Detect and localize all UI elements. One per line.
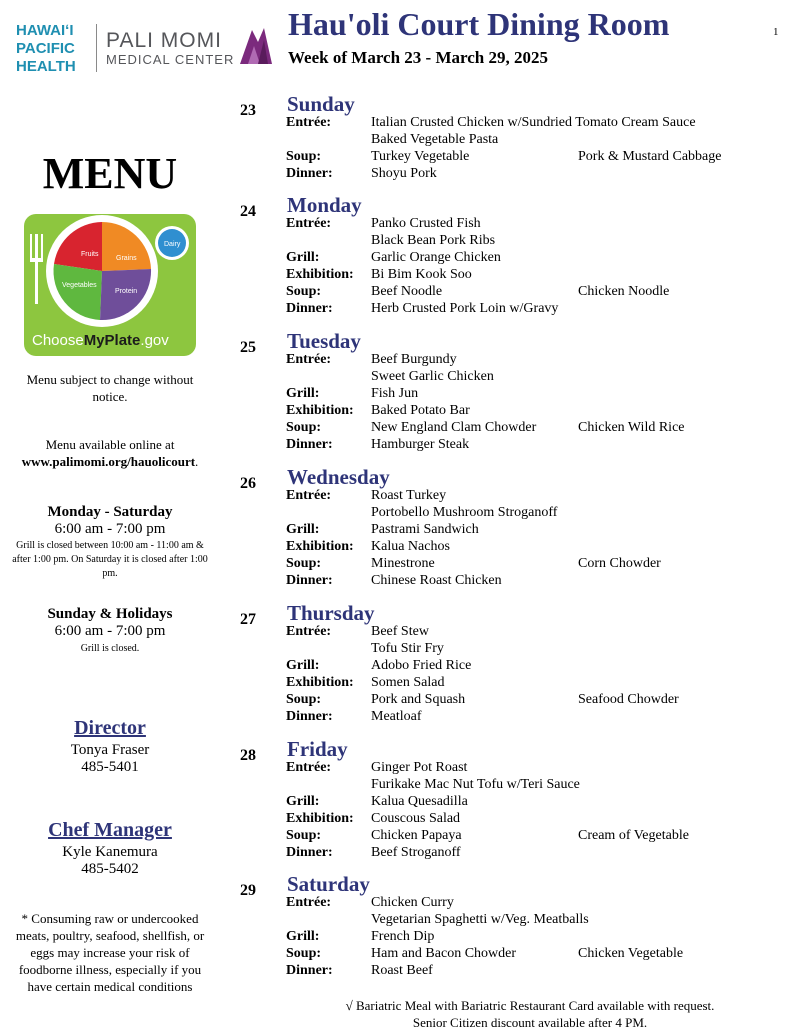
choosemyplate-text (32, 332, 169, 349)
menu-item-alt: Cream of Vegetable (578, 828, 689, 843)
meal-label: Dinner: (286, 437, 333, 452)
menu-item: Meatloaf (371, 709, 422, 724)
meal-label: Soup: (286, 556, 322, 571)
bariatric-note: √ Bariatric Meal with Bariatric Restaurant Card available with request. (345, 998, 715, 1013)
meal-label: Exhibition: (286, 811, 354, 826)
menu-item: Pork and Squash (371, 692, 466, 707)
chef-heading: Chef Manager (48, 819, 172, 841)
page-number: 1 (773, 26, 779, 38)
pali-momi-mark-icon (238, 24, 274, 66)
meal-label: Dinner: (286, 166, 333, 181)
menu-item: New England Clam Chowder (371, 420, 537, 435)
chef-name: Kyle Kanemura (62, 844, 158, 860)
meal-label: Entrée: (286, 488, 332, 503)
weekday-days: Monday - Saturday (47, 504, 173, 520)
meal-label: Entrée: (286, 216, 332, 231)
menu-item: Beef Stroganoff (371, 845, 461, 860)
sunday-days: Sunday & Holidays (47, 606, 173, 622)
day-name: Sunday (287, 92, 355, 116)
day-name: Saturday (287, 872, 370, 896)
meal-label: Exhibition: (286, 675, 354, 690)
logo-divider (96, 24, 97, 72)
meal-label: Entrée: (286, 624, 332, 639)
online-line: Menu available online at (45, 437, 175, 452)
meal-label: Dinner: (286, 301, 333, 316)
sunday-hours: 6:00 am - 7:00 pm (54, 623, 166, 639)
chef-phone: 485-5402 (81, 861, 139, 877)
online-url-period: . (195, 454, 199, 469)
menu-item-alt: Seafood Chowder (578, 692, 679, 707)
page-title: Hau'oli Court Dining Room (288, 6, 670, 42)
menu-item-alt: Corn Chowder (578, 556, 661, 571)
meal-label: Entrée: (286, 895, 332, 910)
meal-label: Entrée: (286, 760, 332, 775)
day-number: 26 (240, 475, 256, 492)
myplate-logo (24, 214, 196, 356)
director-heading: Director (74, 717, 146, 739)
day-name: Thursday (287, 601, 375, 625)
plate-protein-label: Protein (115, 288, 138, 295)
menu-item: Sweet Garlic Chicken (371, 369, 494, 384)
director-phone: 485-5401 (81, 759, 139, 775)
meal-label: Grill: (286, 386, 320, 401)
day-number: 24 (240, 203, 256, 220)
meal-label: Soup: (286, 284, 322, 299)
menu-item: Garlic Orange Chicken (371, 250, 501, 265)
meal-label: Grill: (286, 929, 320, 944)
meal-label: Grill: (286, 522, 320, 537)
online-url[interactable]: www.palimomi.org/hauolicourt (21, 454, 196, 469)
plate-vegetables-label: Vegetables (62, 282, 97, 289)
menu-item: Ham and Bacon Chowder (371, 946, 517, 961)
meal-label: Entrée: (286, 115, 332, 130)
menu-item: Beef Burgundy (371, 352, 457, 367)
day-number: 27 (240, 611, 256, 628)
menu-item: Hamburger Steak (371, 437, 470, 452)
menu-item: Italian Crusted Chicken w/Sundried Tomato Cream Sauce (371, 115, 696, 130)
menu-item: Shoyu Pork (371, 166, 437, 181)
logo-hph-line: PACIFIC (16, 40, 75, 57)
day-number: 25 (240, 339, 256, 356)
logo-hph-line: HAWAIʻI (16, 22, 74, 39)
day-number: 23 (240, 102, 256, 119)
day-number: 29 (240, 882, 256, 899)
menu-item: Furikake Mac Nut Tofu w/Teri Sauce (371, 777, 580, 792)
menu-item: Beef Stew (371, 624, 429, 639)
meal-label: Soup: (286, 692, 322, 707)
menu-item: Ginger Pot Roast (371, 760, 468, 775)
meal-label: Dinner: (286, 573, 333, 588)
meal-label: Grill: (286, 658, 320, 673)
menu-item: Chinese Roast Chicken (371, 573, 502, 588)
menu-item: Adobo Fried Rice (371, 658, 472, 673)
menu-item: Chicken Papaya (371, 828, 462, 843)
senior-discount-note: Senior Citizen discount available after 4 PM. (412, 1015, 648, 1030)
menu-item: Vegetarian Spaghetti w/Veg. Meatballs (371, 912, 589, 927)
meal-label: Dinner: (286, 845, 333, 860)
menu-item: Bi Bim Kook Soo (371, 267, 472, 282)
menu-item: French Dip (371, 929, 435, 944)
menu-heading: MENU (42, 149, 178, 198)
hawaii-pacific-health-logo (16, 22, 90, 76)
logo-hph-line: HEALTH (16, 58, 76, 75)
menu-item: Baked Potato Bar (371, 403, 470, 418)
plate-grains-label: Grains (116, 255, 137, 262)
menu-item: Minestrone (371, 556, 435, 571)
menu-item: Kalua Nachos (371, 539, 450, 554)
menu-item: Black Bean Pork Ribs (371, 233, 496, 248)
myplate-word: MyPlate (83, 332, 141, 349)
director-name: Tonya Fraser (70, 742, 150, 758)
menu-item: Roast Turkey (371, 488, 447, 503)
meal-label: Soup: (286, 149, 322, 164)
meal-label: Soup: (286, 828, 322, 843)
pali-momi-logo (106, 30, 234, 68)
menu-item: Portobello Mushroom Stroganoff (371, 505, 558, 520)
meal-label: Soup: (286, 946, 322, 961)
menu-item: Roast Beef (371, 963, 433, 978)
menu-item: Beef Noodle (371, 284, 443, 299)
weekday-grill-note: Grill is closed between 10:00 am - 11:00 am & after 1:00 pm. On Saturday it is closed after 1:00 pm. (12, 540, 208, 579)
day-name: Friday (287, 737, 348, 761)
plate-fruits-label: Fruits (81, 251, 99, 258)
gov-word: .gov (140, 332, 169, 349)
meal-label: Dinner: (286, 709, 333, 724)
sunday-grill-note: Grill is closed. (80, 643, 140, 654)
menu-item: Couscous Salad (371, 811, 461, 826)
week-range: Week of March 23 - March 29, 2025 (288, 48, 548, 67)
menu-item: Somen Salad (371, 675, 445, 690)
meal-label: Dinner: (286, 963, 333, 978)
day-name: Tuesday (287, 329, 361, 353)
menu-item: Chicken Curry (371, 895, 454, 910)
menu-item: Baked Vegetable Pasta (371, 132, 499, 147)
menu-item: Turkey Vegetable (371, 149, 470, 164)
plate-dairy-label: Dairy (164, 241, 181, 248)
choose-word: Choose (32, 332, 84, 349)
logo-pm-name: PALI MOMI (106, 29, 222, 52)
menu-item: Herb Crusted Pork Loin w/Gravy (371, 301, 559, 316)
online-url-line (0, 453, 220, 470)
day-name: Monday (287, 193, 362, 217)
meal-label: Grill: (286, 794, 320, 809)
food-safety-warning: * Consuming raw or undercooked meats, poultry, seafood, shellfish, or eggs may increase your risk of foodborne illness, especially if you have certain medical conditions (15, 911, 205, 994)
menu-item: Panko Crusted Fish (371, 216, 481, 231)
day-name: Wednesday (287, 465, 390, 489)
meal-label: Grill: (286, 250, 320, 265)
menu-item-alt: Pork & Mustard Cabbage (578, 149, 722, 164)
menu-item: Tofu Stir Fry (371, 641, 444, 656)
menu-item: Fish Jun (371, 386, 419, 401)
menu-item: Pastrami Sandwich (371, 522, 479, 537)
menu-disclaimer: Menu subject to change without notice. (26, 372, 194, 404)
day-number: 28 (240, 747, 256, 764)
meal-label: Entrée: (286, 352, 332, 367)
meal-label: Soup: (286, 420, 322, 435)
menu-item-alt: Chicken Wild Rice (578, 420, 685, 435)
logo-pm-sub: MEDICAL CENTER (106, 52, 235, 67)
weekday-hours: 6:00 am - 7:00 pm (54, 521, 166, 537)
menu-item-alt: Chicken Vegetable (578, 946, 684, 961)
menu-item-alt: Chicken Noodle (578, 284, 670, 299)
meal-label: Exhibition: (286, 539, 354, 554)
menu-item: Kalua Quesadilla (371, 794, 468, 809)
meal-label: Exhibition: (286, 267, 354, 282)
meal-label: Exhibition: (286, 403, 354, 418)
